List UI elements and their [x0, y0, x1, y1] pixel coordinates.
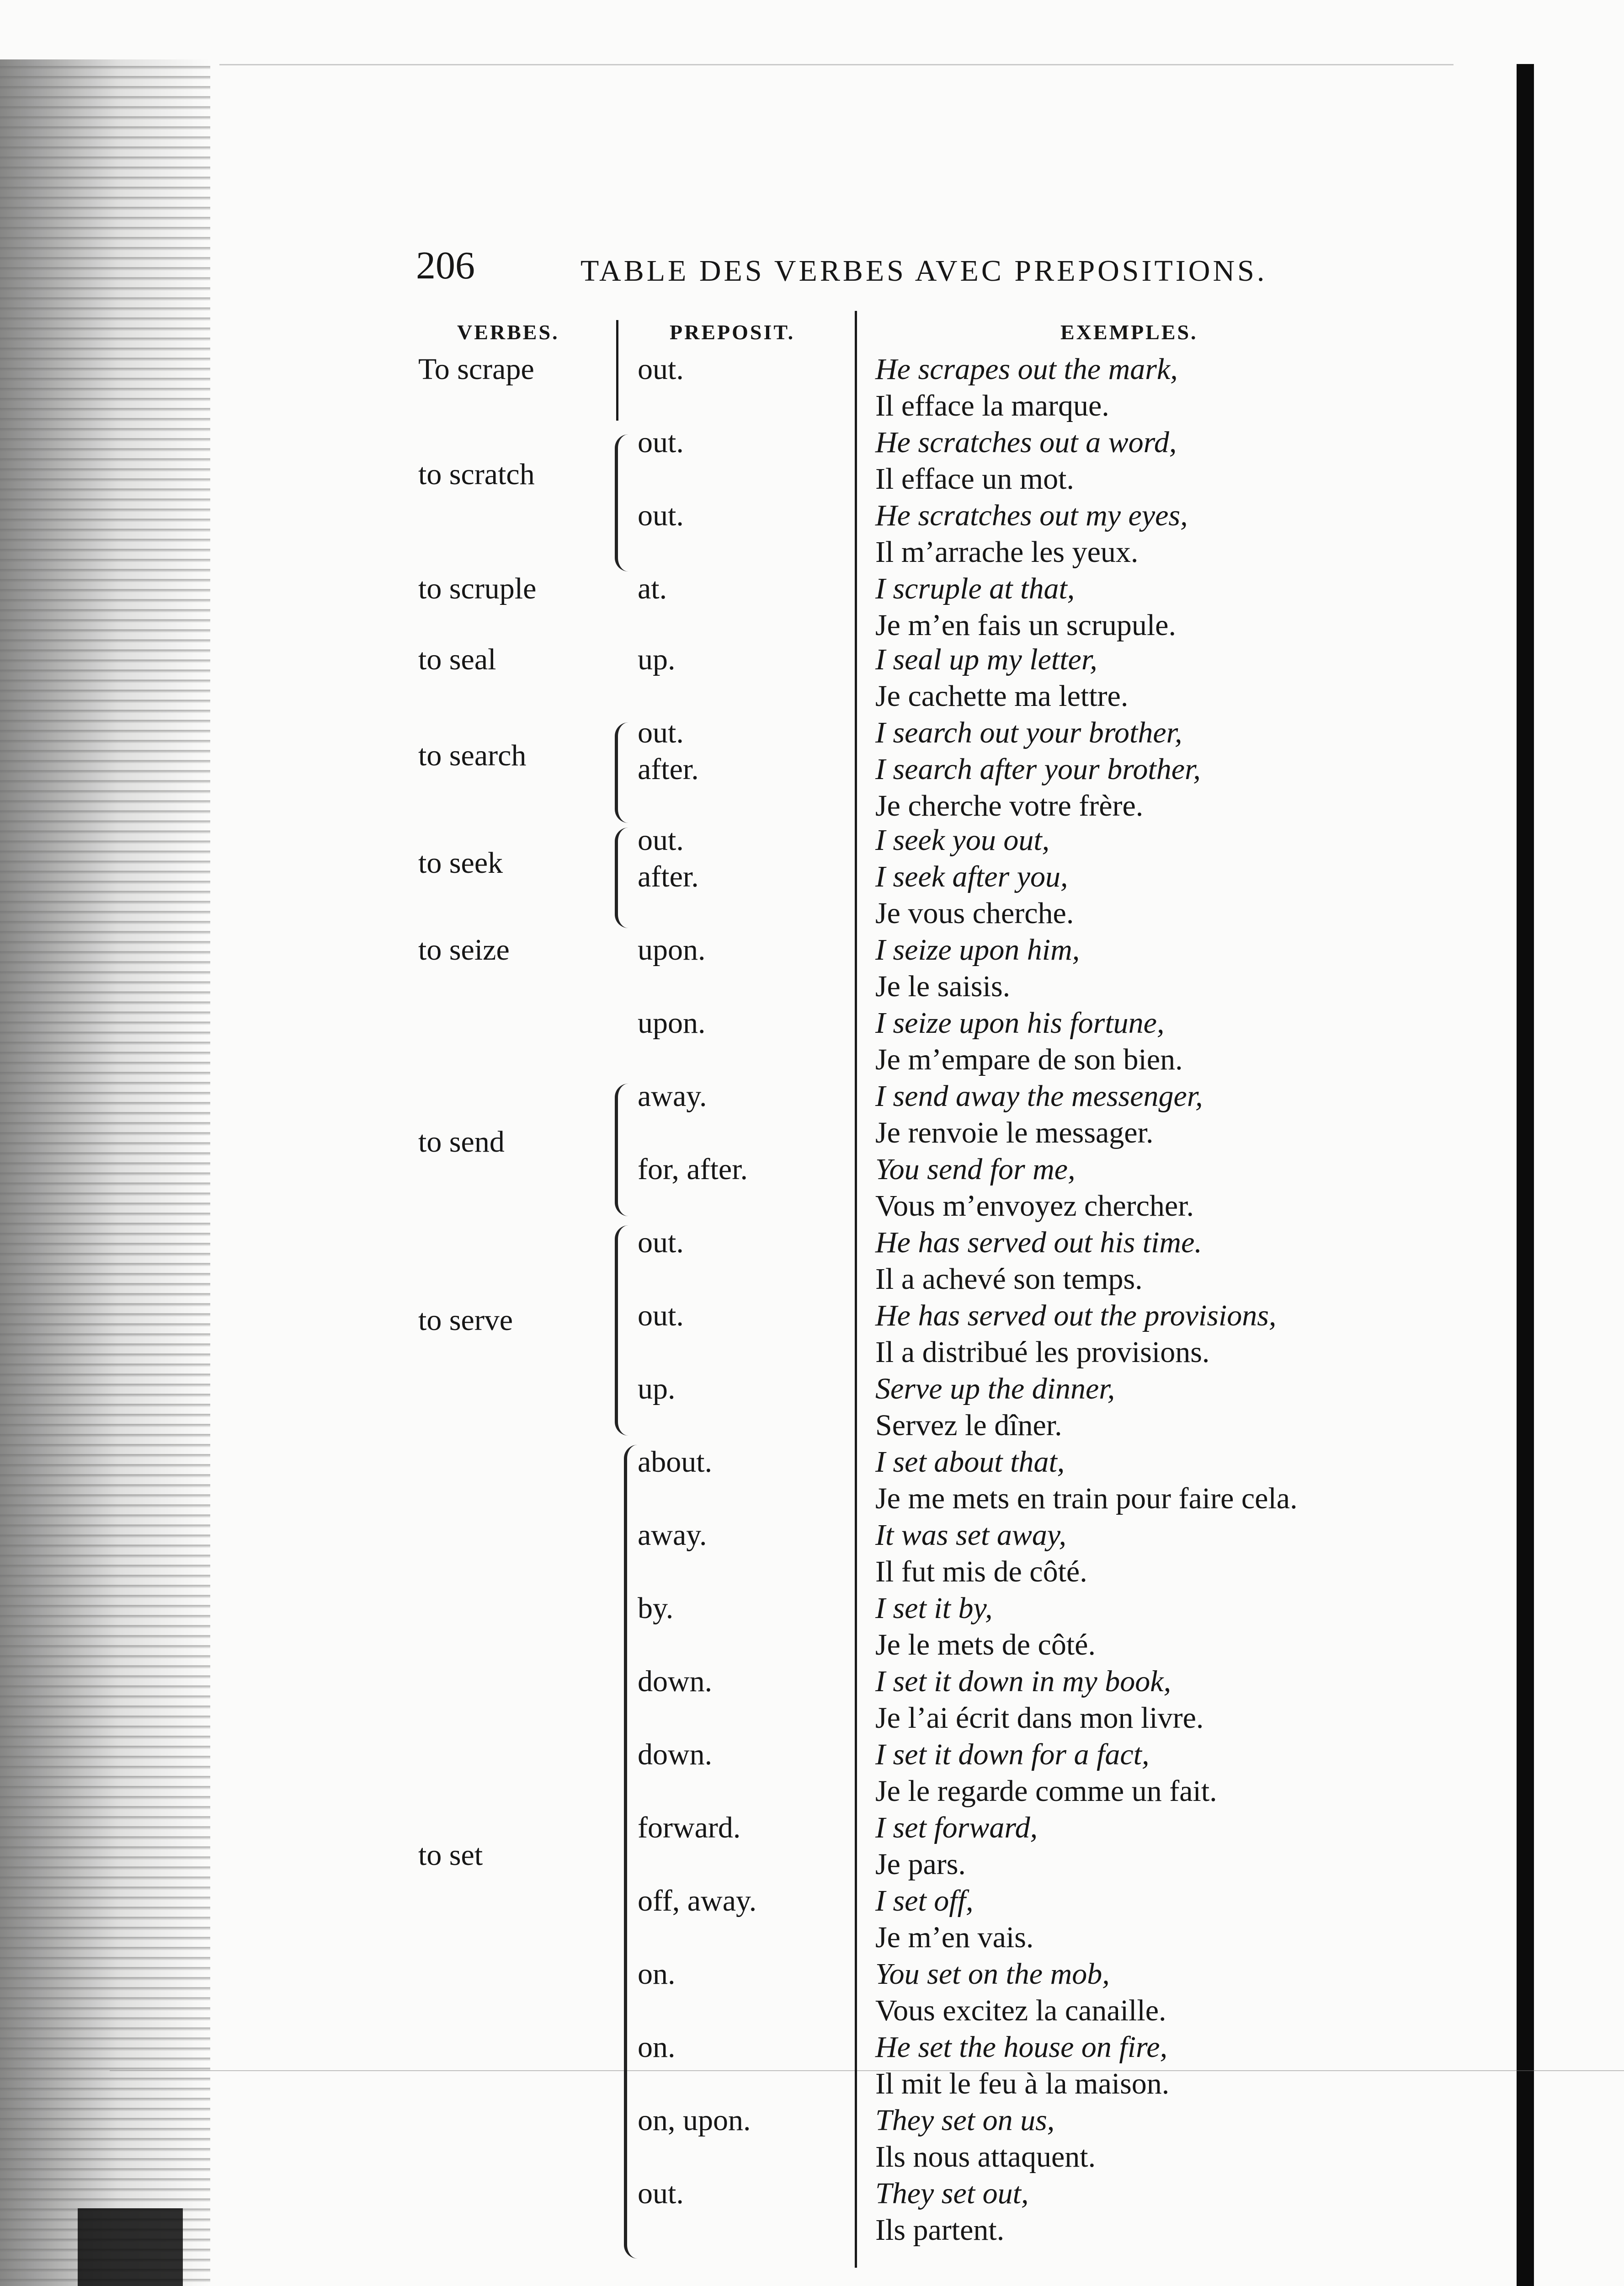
example-english: They set out,	[875, 2177, 1029, 2210]
preposition-entry: away.	[638, 1518, 707, 1552]
preposition-entry: on.	[638, 1957, 676, 1991]
example-french: Ils nous attaquent.	[875, 2140, 1096, 2174]
scan-right-edge	[1517, 64, 1534, 2286]
preposition-entry: out.	[638, 2177, 684, 2210]
example-english: I seek after you,	[875, 860, 1068, 893]
example-french: Vous excitez la canaille.	[875, 1994, 1166, 2027]
example-french: Je m’en fais un scrupule.	[875, 609, 1176, 642]
example-english: You set on the mob,	[875, 1957, 1110, 1991]
example-french: Il mit le feu à la maison.	[875, 2067, 1170, 2100]
preposition-entry: down.	[638, 1738, 713, 1771]
example-french: Je le regarde comme un fait.	[875, 1774, 1217, 1808]
scan-binding-shadow	[0, 59, 210, 2286]
preposition-entry: for, after.	[638, 1153, 748, 1186]
verb-entry: to seize	[418, 933, 510, 967]
preposition-entry: after.	[638, 753, 699, 786]
column-rule	[855, 311, 857, 2268]
example-english: He scrapes out the mark,	[875, 353, 1178, 386]
example-english: You send for me,	[875, 1153, 1076, 1186]
example-english: He has served out the provisions,	[875, 1299, 1277, 1332]
running-head: TABLE DES VERBES AVEC PREPOSITIONS.	[580, 254, 1267, 288]
preposition-entry: on.	[638, 2030, 676, 2064]
example-english: They set on us,	[875, 2104, 1055, 2137]
example-french: Je cachette ma lettre.	[875, 679, 1129, 713]
example-english: He scratches out my eyes,	[875, 499, 1188, 532]
example-english: He set the house on fire,	[875, 2030, 1168, 2064]
example-english: I set it down for a fact,	[875, 1738, 1150, 1771]
verb-entry: to search	[418, 739, 527, 772]
example-english: I set off,	[875, 1884, 974, 1917]
preposition-entry: after.	[638, 860, 699, 893]
preposition-entry: at.	[638, 572, 667, 605]
column-header-prepositions: PREPOSIT.	[670, 320, 795, 344]
example-english: I send away the messenger,	[875, 1079, 1203, 1113]
preposition-entry: on, upon.	[638, 2104, 751, 2137]
example-english: He scratches out a word,	[875, 426, 1177, 459]
example-english: I set it down in my book,	[875, 1665, 1171, 1698]
brace	[615, 434, 634, 572]
preposition-entry: out.	[638, 1299, 684, 1332]
example-french: Je vous cherche.	[875, 897, 1074, 930]
example-french: Servez le dîner.	[875, 1409, 1062, 1442]
preposition-entry: away.	[638, 1079, 707, 1113]
brace	[615, 722, 634, 823]
example-english: He has served out his time.	[875, 1226, 1202, 1259]
scan-crease-line	[110, 2070, 1624, 2071]
example-english: I seize upon his fortune,	[875, 1006, 1165, 1040]
example-french: Il m’arrache les yeux.	[875, 535, 1139, 569]
example-french: Il a achevé son temps.	[875, 1262, 1143, 1296]
example-french: Vous m’envoyez chercher.	[875, 1189, 1194, 1223]
example-english: I set forward,	[875, 1811, 1038, 1844]
preposition-entry: out.	[638, 426, 684, 459]
example-french: Il fut mis de côté.	[875, 1555, 1087, 1588]
preposition-entry: down.	[638, 1665, 713, 1698]
preposition-entry: out.	[638, 499, 684, 532]
example-french: Il efface la marque.	[875, 389, 1109, 422]
example-english: It was set away,	[875, 1518, 1067, 1552]
verb-entry: to seal	[418, 643, 496, 676]
preposition-entry: up.	[638, 643, 676, 676]
example-french: Je me mets en train pour faire cela.	[875, 1482, 1298, 1515]
column-rule	[616, 320, 618, 421]
verb-entry: to set	[418, 1838, 483, 1872]
example-english: I seek you out,	[875, 823, 1050, 857]
column-header-verbs: VERBES.	[457, 320, 559, 344]
example-french: Je renvoie le messager.	[875, 1116, 1154, 1149]
example-french: Je le saisis.	[875, 970, 1011, 1003]
example-french: Ils partent.	[875, 2213, 1005, 2247]
example-french: Je le mets de côté.	[875, 1628, 1096, 1661]
scan-dark-patch	[78, 2208, 183, 2286]
column-header-examples: EXEMPLES.	[1060, 320, 1198, 344]
preposition-entry: out.	[638, 353, 684, 386]
brace	[615, 828, 634, 928]
preposition-entry: about.	[638, 1445, 713, 1479]
page-number: 206	[416, 243, 475, 287]
example-french: Je m’empare de son bien.	[875, 1043, 1183, 1076]
example-french: Il a distribué les provisions.	[875, 1335, 1210, 1369]
example-french: Je pars.	[875, 1848, 966, 1881]
preposition-entry: out.	[638, 1226, 684, 1259]
example-english: I search out your brother,	[875, 716, 1182, 749]
preposition-entry: off, away.	[638, 1884, 757, 1917]
example-english: I scruple at that,	[875, 572, 1075, 605]
example-french: Je cherche votre frère.	[875, 789, 1144, 823]
preposition-entry: upon.	[638, 933, 706, 967]
verb-entry: to serve	[418, 1303, 513, 1337]
example-english: I search after your brother,	[875, 753, 1201, 786]
preposition-entry: by.	[638, 1592, 674, 1625]
example-english: I seize upon him,	[875, 933, 1080, 967]
preposition-entry: out.	[638, 823, 684, 857]
example-french: Je l’ai écrit dans mon livre.	[875, 1701, 1204, 1735]
verb-entry: to scruple	[418, 572, 537, 605]
example-english: I set about that,	[875, 1445, 1065, 1479]
example-english: Serve up the dinner,	[875, 1372, 1115, 1405]
preposition-entry: forward.	[638, 1811, 741, 1844]
verb-entry: to seek	[418, 846, 503, 880]
preposition-entry: up.	[638, 1372, 676, 1405]
preposition-entry: upon.	[638, 1006, 706, 1040]
example-english: I set it by,	[875, 1592, 993, 1625]
verb-entry: to scratch	[418, 458, 535, 491]
example-english: I seal up my letter,	[875, 643, 1097, 676]
verb-entry: to send	[418, 1125, 505, 1159]
brace	[615, 1084, 634, 1216]
brace	[615, 1225, 634, 1436]
verb-entry: To scrape	[418, 353, 534, 386]
example-french: Il efface un mot.	[875, 462, 1074, 496]
scan-top-line	[219, 64, 1454, 65]
preposition-entry: out.	[638, 716, 684, 749]
example-french: Je m’en vais.	[875, 1921, 1034, 1954]
